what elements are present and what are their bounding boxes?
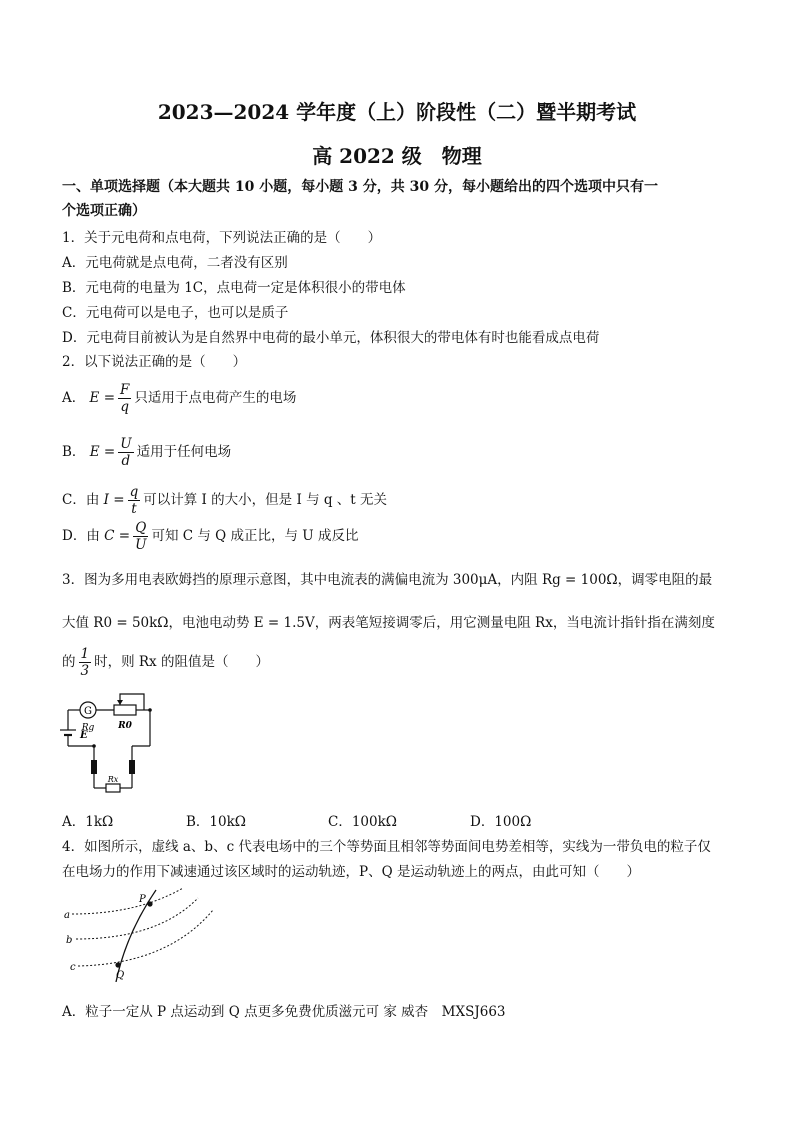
equipotential-diagram bbox=[58, 884, 218, 982]
q2-d-lhs: C = bbox=[104, 528, 131, 544]
q2-option-c bbox=[62, 484, 387, 517]
q2-a-prefix: A． bbox=[62, 390, 86, 406]
q4-line1: 4．如图所示，虚线 a、b、c 代表电场中的三个等势面且相邻等势面间电势差相等，实线为一带负电的粒子仅 bbox=[62, 839, 711, 855]
q2-d-numerator: Q bbox=[133, 520, 148, 537]
q2-b-numerator: U bbox=[120, 436, 132, 452]
q2-b-denominator: d bbox=[121, 453, 131, 469]
q3-line3 bbox=[62, 646, 269, 679]
rx-label: Rx bbox=[107, 775, 119, 784]
r0-slider-wire bbox=[120, 694, 144, 710]
section-heading-line1: 一、单项选择题（本大题共 10 小题，每小题 3 分，共 30 分，每小题给出的四个选项中只有一 bbox=[62, 179, 658, 195]
label-q: Q bbox=[116, 970, 125, 981]
q2-b-fraction bbox=[118, 436, 133, 469]
q2-c-lhs: I = bbox=[103, 492, 125, 508]
probe-left-icon bbox=[91, 760, 97, 774]
equipotential-line-a bbox=[72, 888, 183, 914]
q4-option-a: A．粒子一定从 P 点运动到 Q 点更多免费优质滋元可 家 威杏 MXSJ663 bbox=[62, 1004, 506, 1020]
junction-dot-right bbox=[148, 708, 152, 712]
point-q-dot bbox=[115, 962, 120, 967]
equipotential-line-b bbox=[76, 898, 198, 939]
q2-stem: 2．以下说法正确的是（ ） bbox=[62, 354, 247, 370]
rx-resistor bbox=[106, 784, 120, 792]
q2-a-denominator: q bbox=[120, 399, 130, 415]
exam-subtitle: 高 2022 级 物理 bbox=[312, 144, 482, 168]
q1-option-d: D．元电荷目前被认为是自然界中电荷的最小单元，体积很大的带电体有时也能看成点电荷 bbox=[62, 330, 600, 346]
label-b: b bbox=[66, 935, 73, 946]
q2-option-d bbox=[62, 520, 358, 553]
q3-line2: 大值 R0 = 50kΩ，电池电动势 E = 1.5V，两表笔短接调零后，用它测量电阻 Rx，当电流计指针指在满刻度 bbox=[62, 615, 715, 631]
equipotential-line-c bbox=[78, 910, 213, 966]
q2-c-numerator: q bbox=[129, 484, 139, 500]
r0-resistor bbox=[114, 705, 136, 715]
q3-option-b: B．10kΩ bbox=[186, 814, 246, 830]
q2-a-fraction bbox=[118, 382, 131, 415]
q2-d-denominator: U bbox=[135, 537, 147, 553]
q2-c-denominator: t bbox=[131, 501, 137, 517]
q1-option-b: B．元电荷的电量为 1C，点电荷一定是体积很小的带电体 bbox=[62, 280, 406, 296]
q3-option-a: A．1kΩ bbox=[62, 814, 114, 830]
probe-right-icon bbox=[129, 760, 135, 774]
q3-fraction-denominator: 3 bbox=[80, 663, 90, 679]
emf-label: E bbox=[80, 730, 88, 741]
label-c: c bbox=[70, 962, 76, 973]
galvanometer-label: G bbox=[84, 706, 92, 717]
rg-label: Rg bbox=[81, 723, 95, 733]
ohmmeter-circuit-diagram bbox=[58, 688, 168, 800]
q4-line2: 在电场力的作用下减速通过该区域时的运动轨迹，P、Q 是运动轨迹上的两点，由此可知（ ） bbox=[62, 864, 640, 880]
junction-dot-left bbox=[92, 744, 96, 748]
label-p: P bbox=[139, 894, 146, 905]
q3-fraction bbox=[79, 646, 92, 679]
q2-d-fraction bbox=[133, 520, 148, 553]
q3-option-c: C．100kΩ bbox=[328, 814, 397, 830]
point-p-dot bbox=[147, 901, 152, 906]
q1-stem: 1．关于元电荷和点电荷，下列说法正确的是（ ） bbox=[62, 230, 382, 246]
q2-a-text: 只适用于点电荷产生的电场 bbox=[134, 390, 297, 406]
q2-c-fraction bbox=[128, 484, 141, 517]
q2-c-text: 可以计算 I 的大小，但是 I 与 q 、t 无关 bbox=[143, 492, 388, 508]
label-a: a bbox=[64, 910, 70, 921]
q2-b-text: 适用于任何电场 bbox=[136, 444, 232, 460]
q2-c-prefix: C．由 bbox=[62, 492, 100, 508]
q2-b-prefix: B． bbox=[62, 444, 86, 460]
exam-title: 2023—2024 学年度（上）阶段性（二）暨半期考试 bbox=[157, 100, 637, 124]
q3-line1: 3．图为多用电表欧姆挡的原理示意图，其中电流表的满偏电流为 300μA，内阻 Rg = 100Ω，调零电阻的最 bbox=[62, 572, 713, 588]
q2-option-b bbox=[62, 436, 231, 469]
q2-option-a bbox=[62, 382, 296, 415]
q2-a-numerator: F bbox=[120, 382, 130, 398]
q3-line3-prefix: 的 bbox=[62, 654, 76, 670]
q3-line3-suffix: 时，则 Rx 的阻值是（ ） bbox=[94, 654, 269, 670]
q2-d-prefix: D．由 bbox=[62, 528, 100, 544]
q2-b-lhs: E = bbox=[89, 444, 116, 460]
q1-option-c: C．元电荷可以是电子，也可以是质子 bbox=[62, 305, 289, 321]
q1-option-a: A．元电荷就是点电荷，二者没有区别 bbox=[62, 255, 288, 271]
q3-option-d: D．100Ω bbox=[470, 814, 532, 830]
r0-slider-arrow bbox=[117, 700, 123, 705]
r0-label: R0 bbox=[118, 721, 132, 731]
section-heading-line2: 个选项正确） bbox=[62, 203, 146, 219]
q2-a-lhs: E = bbox=[89, 390, 116, 406]
q2-d-text: 可知 C 与 Q 成正比，与 U 成反比 bbox=[151, 528, 359, 544]
q3-fraction-numerator: 1 bbox=[80, 646, 90, 662]
